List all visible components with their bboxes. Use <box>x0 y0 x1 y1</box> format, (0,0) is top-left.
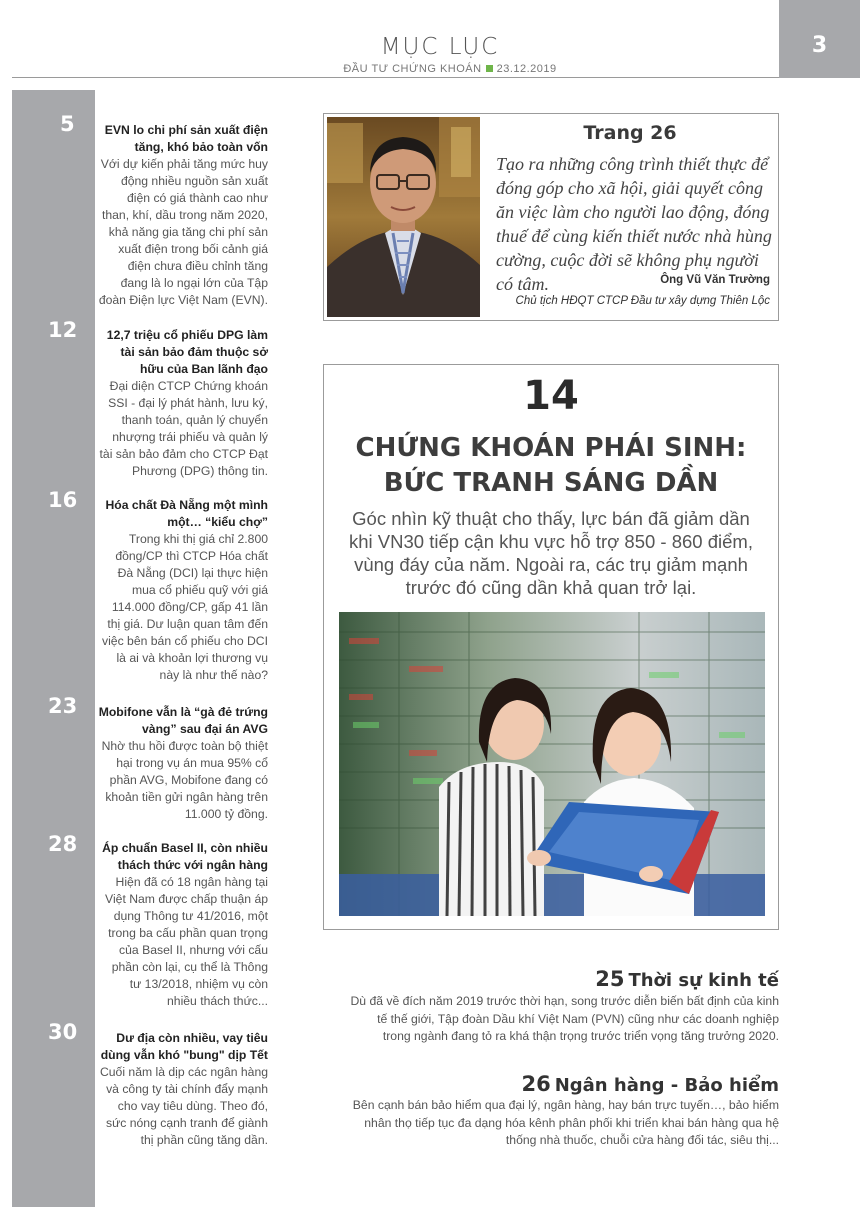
section-summary-ngan-hang: Bên cạnh bán bảo hiểm qua đại lý, ngân hàng, hay bán trực tuyến…, bảo hiểm nhân thọ tiếp tục đa dạng hóa kênh phân phối khi triển khai bán hàng qua hệ thống nhà thuốc, chuỗi cửa hàng đối tác, siêu thị... <box>352 1098 779 1147</box>
sidebar-item-number: 16 <box>48 488 78 512</box>
sidebar-item-summary: Nhờ thu hồi được toàn bộ thiệt hại trong vụ án mua 95% cổ phần AVG, Mobifone đang có khoản tiền gửi ngân hàng trên 11.000 tỷ đồng. <box>101 739 268 821</box>
quote-box <box>323 113 779 321</box>
quote-title: Trang 26 <box>583 122 677 144</box>
sidebar-item-summary: Đại diện CTCP Chứng khoán SSI - đại lý phát hành, lưu ký, thanh toán, quản lý chuyển nhượng trái phiếu và quản lý tài sản bảo đảm cho CTCP Đạt Phương (DPG) thông tin. <box>99 379 268 478</box>
sidebar-item-body <box>98 704 268 823</box>
feature-headline-line-2: BỨC TRANH SÁNG DẦN <box>383 468 719 498</box>
sidebar-item-summary: Cuối năm là dịp các ngân hàng và công ty tài chính đẩy mạnh cho vay tiêu dùng. Theo đó, sức nóng cạnh tranh để giành thị phần cũng tăng dần. <box>99 1065 268 1147</box>
section-title: Ngân hàng - Bảo hiểm <box>554 1075 779 1096</box>
section-number: 26 <box>521 1072 551 1096</box>
section-number: 25 <box>595 967 625 991</box>
quote-author-role: Chủ tịch HĐQT CTCP Đầu tư xây dựng Thiên Lộc <box>515 295 770 307</box>
sidebar-item-title: Áp chuẩn Basel II, còn nhiều thách thức với ngân hàng <box>102 841 268 872</box>
section-title: Thời sự kinh tế <box>628 970 779 991</box>
section-summary-thoi-su: Dù đã về đích năm 2019 trước thời hạn, song trước diễn biến bất định của kinh tế thế giới, Tập đoàn Dầu khí Việt Nam (PVN) cũng như các doanh nghiệp trong ngành đang tỏ ra khá thận trọng trước triển vọng tăng trưởng 2020. <box>350 994 779 1043</box>
sidebar-item-summary: Trong khi thị giá chỉ 2.800 đồng/CP thì CTCP Hóa chất Đà Nẵng (DCI) lại thực hiện mua cổ phiếu quỹ với giá 114.000 đồng/CP, gấp 41 lần thị giá. Dư luận quan tâm đến việc bên bán cổ phiếu cho DCI là ai và khoản lợi thương vụ này là như thế nào? <box>102 532 268 682</box>
sidebar-item-title: Mobifone vẫn là “gà đẻ trứng vàng” sau đại án AVG <box>98 705 268 736</box>
sidebar-item-title: Hóa chất Đà Nẵng một mình một… “kiểu chợ” <box>105 498 268 529</box>
portrait-photo <box>327 117 480 317</box>
green-square-icon <box>486 65 493 72</box>
sidebar-item-summary: Hiện đã có 18 ngân hàng tại Việt Nam được chấp thuận áp dụng Thông tư 41/2016, một trong ba cấu phần quan trọng của Basel II, nhưng với cấu phần còn lại, cụ thể là Thông tư 13/2018, nhiệm vụ còn nhiều thách thức... <box>105 875 268 1008</box>
feature-page-number: 14 <box>523 373 579 419</box>
sidebar-item-number: 28 <box>48 832 78 856</box>
sidebar-item-title: Dư địa còn nhiều, vay tiêu dùng vẫn khó "bung" dịp Tết <box>100 1031 268 1062</box>
section-heading-ngan-hang[interactable] <box>521 1072 779 1096</box>
publication-name: ĐẦU TƯ CHỨNG KHOÁN <box>343 63 482 75</box>
page-number: 3 <box>779 0 860 78</box>
publication-line <box>300 63 600 75</box>
section-heading-thoi-su[interactable] <box>595 967 779 991</box>
quote-text: Tạo ra những công trình thiết thực để đóng góp cho xã hội, giải quyết công ăn việc làm cho người lao động, đóng thuế để cùng kiến thiết nước nhà hùng cường, cuộc đời sẽ không phụ người có tâm. <box>496 154 772 294</box>
sidebar-item-title: EVN lo chi phí sản xuất điện tăng, khó bảo toàn vốn <box>104 123 268 154</box>
sidebar-item-number: 23 <box>48 694 78 718</box>
feature-photo <box>339 612 765 916</box>
feature-illustration <box>339 612 765 916</box>
sidebar-item-body <box>98 1030 268 1149</box>
page-title: MỤC LỤC <box>380 34 500 60</box>
header-divider <box>12 77 779 78</box>
sidebar-item-number: 30 <box>48 1020 78 1044</box>
portrait-illustration <box>327 117 480 317</box>
feature-headline <box>334 431 768 501</box>
sidebar-item-number: 12 <box>48 318 78 342</box>
feature-headline-line-1: CHỨNG KHOÁN PHÁI SINH: <box>355 433 747 463</box>
sidebar-item-body <box>98 327 268 480</box>
sidebar-item-number: 5 <box>60 112 75 136</box>
sidebar-item-title: 12,7 triệu cổ phiếu DPG làm tài sản bảo đảm thuộc sở hữu của Ban lãnh đạo <box>106 328 268 376</box>
feature-box[interactable] <box>323 364 779 930</box>
sidebar-item-body <box>98 497 268 684</box>
issue-date: 23.12.2019 <box>496 63 557 75</box>
sidebar-item-summary: Với dự kiến phải tăng mức huy động nhiều nguồn sản xuất điện có giá thành cao như than, khí, dầu trong năm 2020, khả năng gia tăng chi phí sản xuất điện trong bối cảnh giá điện chưa điều chỉnh tăng đang là lo ngại lớn của Tập đoàn Điện lực Việt Nam (EVN). <box>98 157 268 307</box>
sidebar-item-body <box>98 122 268 309</box>
feature-lead: Góc nhìn kỹ thuật cho thấy, lực bán đã giảm dần khi VN30 tiếp cận khu vực hỗ trợ 850 - 860 điểm, vùng đáy của năm. Ngoài ra, các trụ giảm mạnh trước đó cũng dần khả quan trở lại. <box>349 508 753 598</box>
quote-author: Ông Vũ Văn Trường <box>660 274 770 286</box>
sidebar-item-body <box>98 840 268 1010</box>
